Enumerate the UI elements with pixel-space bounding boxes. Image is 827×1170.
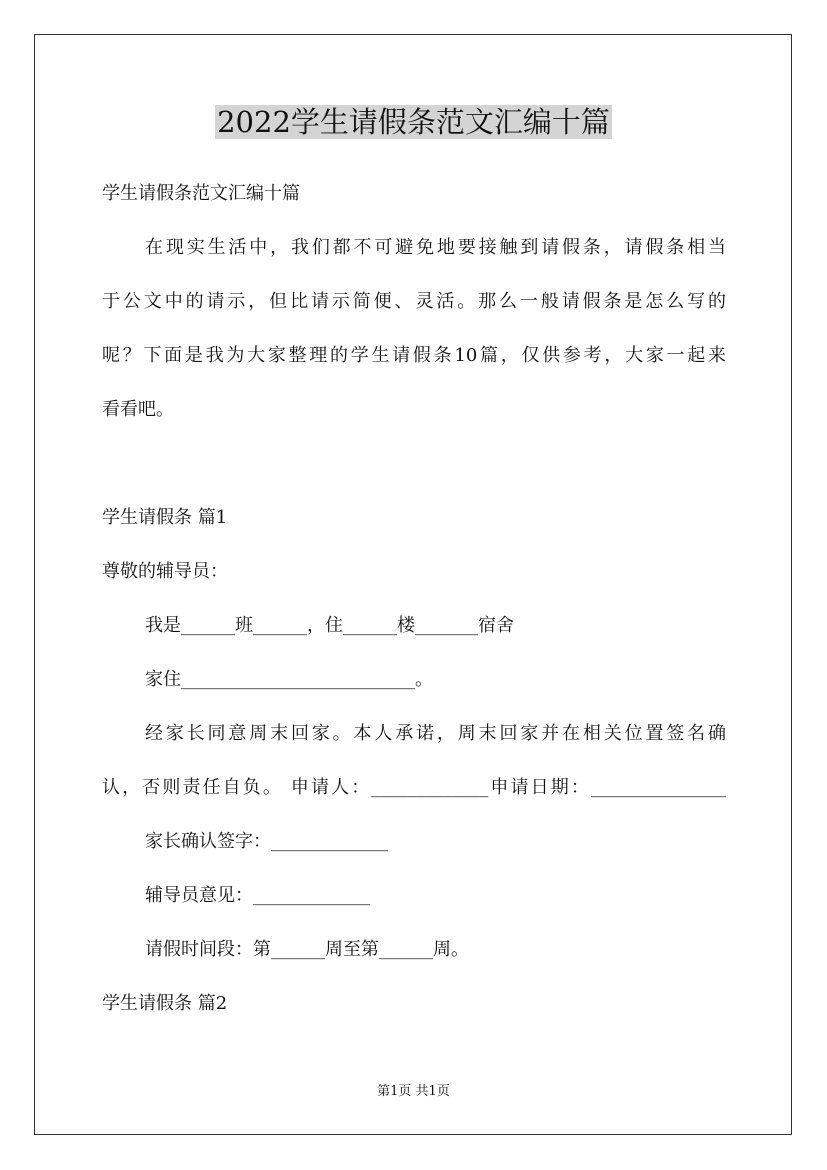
section-2-heading: 学生请假条 篇2	[102, 993, 228, 1014]
document-subtitle: 学生请假条范文汇编十篇	[102, 183, 300, 204]
body-line-1: 经家长同意周末回家。本人承诺，周末回家并在相关位置签名确	[145, 723, 726, 744]
intro-line-2: 于公文中的请示，但比请示简便、灵活。那么一般请假条是怎么写的	[102, 291, 726, 312]
section-1-heading: 学生请假条 篇1	[102, 507, 228, 528]
intro-line-4: 看看吧。	[102, 399, 174, 420]
intro-line-1: 在现实生活中，我们都不可避免地要接触到请假条，请假条相当	[145, 237, 726, 258]
home-address-line: 家住__________________________。	[145, 669, 433, 690]
intro-line-3: 呢？下面是我为大家整理的学生请假条10篇，仅供参考，大家一起来	[102, 345, 726, 366]
counselor-opinion-line: 辅导员意见：_____________	[145, 885, 370, 906]
body-line-2: 认，否则责任自负。 申请人：_____________申请日期：_______________	[102, 777, 726, 798]
document-title: 2022学生请假条范文汇编十篇	[217, 105, 610, 139]
page-footer: 第1页 共1页	[377, 1084, 450, 1099]
parent-signature-line: 家长确认签字：_____________	[145, 831, 388, 852]
leave-period-line: 请假时间段：第______周至第______周。	[145, 939, 469, 960]
salutation: 尊敬的辅导员：	[102, 561, 228, 582]
class-dorm-line: 我是______班______，住______楼_______宿舍	[145, 615, 514, 636]
